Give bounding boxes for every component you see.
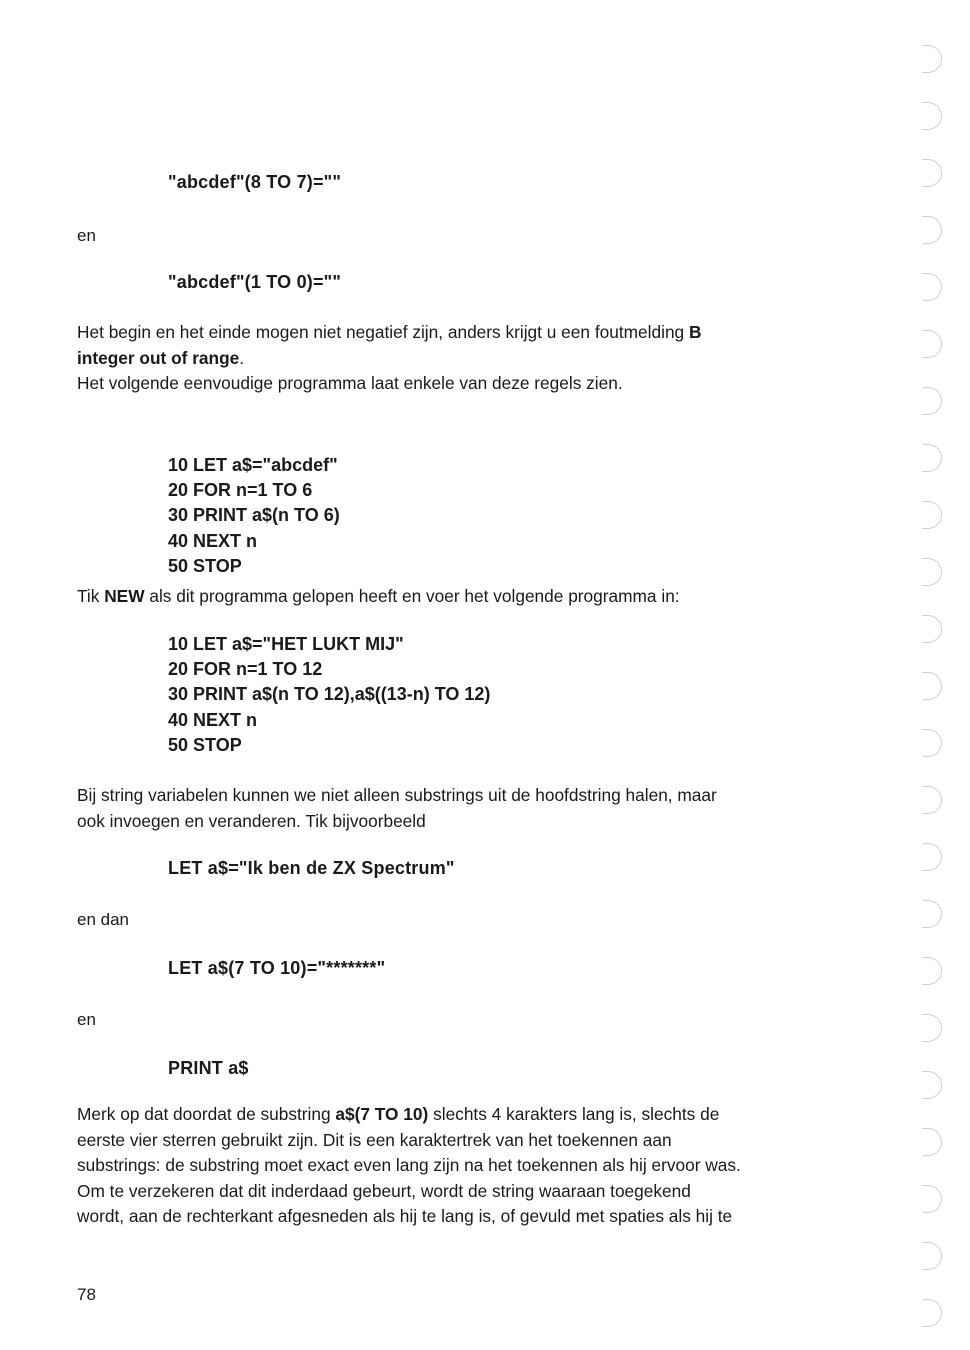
keyword-new: NEW	[104, 586, 145, 606]
program-listing-1	[168, 453, 340, 579]
program-line: 30 PRINT a$(n TO 6)	[168, 505, 340, 526]
paragraph-line: wordt, aan de rechterkant afgesneden als hij te lang is, of gevuld met spaties als hij te	[77, 1206, 733, 1227]
binding-ring	[922, 330, 942, 358]
code-example-empty-substring: "abcdef"(8 TO 7)=""	[168, 172, 342, 192]
connector-en: en	[77, 226, 96, 245]
paragraph-range-line3: Het volgende eenvoudige programma laat enkele van deze regels zien.	[77, 373, 623, 394]
binding-ring	[922, 843, 942, 871]
program-line: 50 STOP	[168, 555, 242, 576]
binding-rings-decoration	[910, 40, 960, 1340]
text-span: Tik	[77, 586, 105, 606]
text-span: als dit programma gelopen heeft en voer het volgende programma in:	[144, 586, 680, 606]
paragraph-range-line2	[77, 346, 847, 372]
text-span: slechts 4 karakters lang is, slechts de	[428, 1104, 720, 1124]
binding-ring	[922, 216, 942, 244]
binding-ring	[922, 672, 942, 700]
code-example-print: PRINT a$	[168, 1058, 249, 1078]
paragraph-line: ook invoegen en veranderen. Tik bijvoorbeeld	[77, 810, 426, 831]
binding-ring	[922, 273, 942, 301]
substring-expression: a$(7 TO 10)	[335, 1104, 429, 1124]
paragraph-line: eerste vier sterren gebruikt zijn. Dit is een karaktertrek van het toekennen aan	[77, 1129, 672, 1150]
error-message: integer out of range	[77, 347, 240, 368]
connector-en: en	[77, 1010, 96, 1029]
paragraph-range-rules	[77, 320, 847, 397]
text-span: Merk op dat doordat de substring	[77, 1104, 336, 1124]
program-line: 10 LET a$="HET LUKT MIJ"	[168, 634, 404, 654]
page-number: 78	[77, 1285, 96, 1304]
binding-ring	[922, 102, 942, 130]
binding-ring	[922, 1299, 942, 1327]
paragraph-line: Bij string variabelen kunnen we niet alleen substrings uit de hoofdstring halen, maar	[77, 785, 717, 805]
binding-ring	[922, 729, 942, 757]
program-line: 10 LET a$="abcdef"	[168, 455, 338, 475]
paragraph-string-variables	[77, 783, 847, 834]
binding-ring	[922, 45, 942, 73]
instruction-new	[77, 586, 680, 607]
error-code: B	[688, 322, 702, 342]
binding-ring	[922, 1014, 942, 1042]
binding-ring	[922, 1128, 942, 1156]
program-line: 30 PRINT a$(n TO 12),a$((13-n) TO 12)	[168, 684, 491, 705]
program-line: 40 NEXT n	[168, 709, 258, 730]
program-line: 20 FOR n=1 TO 6	[168, 480, 313, 501]
code-example-substring-assign: LET a$(7 TO 10)="*******"	[168, 958, 386, 978]
paragraph-explanation	[77, 1102, 847, 1230]
text-span: Het begin en het einde mogen niet negatief zijn, anders krijgt u een foutmelding	[77, 322, 689, 342]
paragraph-line	[77, 1102, 847, 1128]
binding-ring	[922, 1071, 942, 1099]
program-line: 40 NEXT n	[168, 530, 258, 551]
binding-ring	[922, 159, 942, 187]
binding-ring	[922, 957, 942, 985]
binding-ring	[922, 786, 942, 814]
binding-ring	[922, 558, 942, 586]
program-listing-2	[168, 632, 490, 758]
binding-ring	[922, 444, 942, 472]
binding-ring	[922, 1242, 942, 1270]
binding-ring	[922, 900, 942, 928]
binding-ring	[922, 387, 942, 415]
program-line: 50 STOP	[168, 734, 242, 755]
binding-ring	[922, 1185, 942, 1213]
paragraph-line: Om te verzekeren dat dit inderdaad gebeurt, wordt de string waaraan toegekend	[77, 1180, 691, 1201]
paragraph-line: substrings: de substring moet exact even lang zijn na het toekennen als hij ervoor was.	[77, 1155, 741, 1176]
code-example-let: LET a$="Ik ben de ZX Spectrum"	[168, 858, 455, 878]
program-line: 20 FOR n=1 TO 12	[168, 659, 323, 680]
paragraph-range-line1	[77, 320, 847, 346]
binding-ring	[922, 615, 942, 643]
text-span: .	[239, 347, 245, 368]
connector-en-dan: en dan	[77, 910, 129, 929]
binding-ring	[922, 501, 942, 529]
code-example-zero-substring: "abcdef"(1 TO 0)=""	[168, 272, 342, 292]
